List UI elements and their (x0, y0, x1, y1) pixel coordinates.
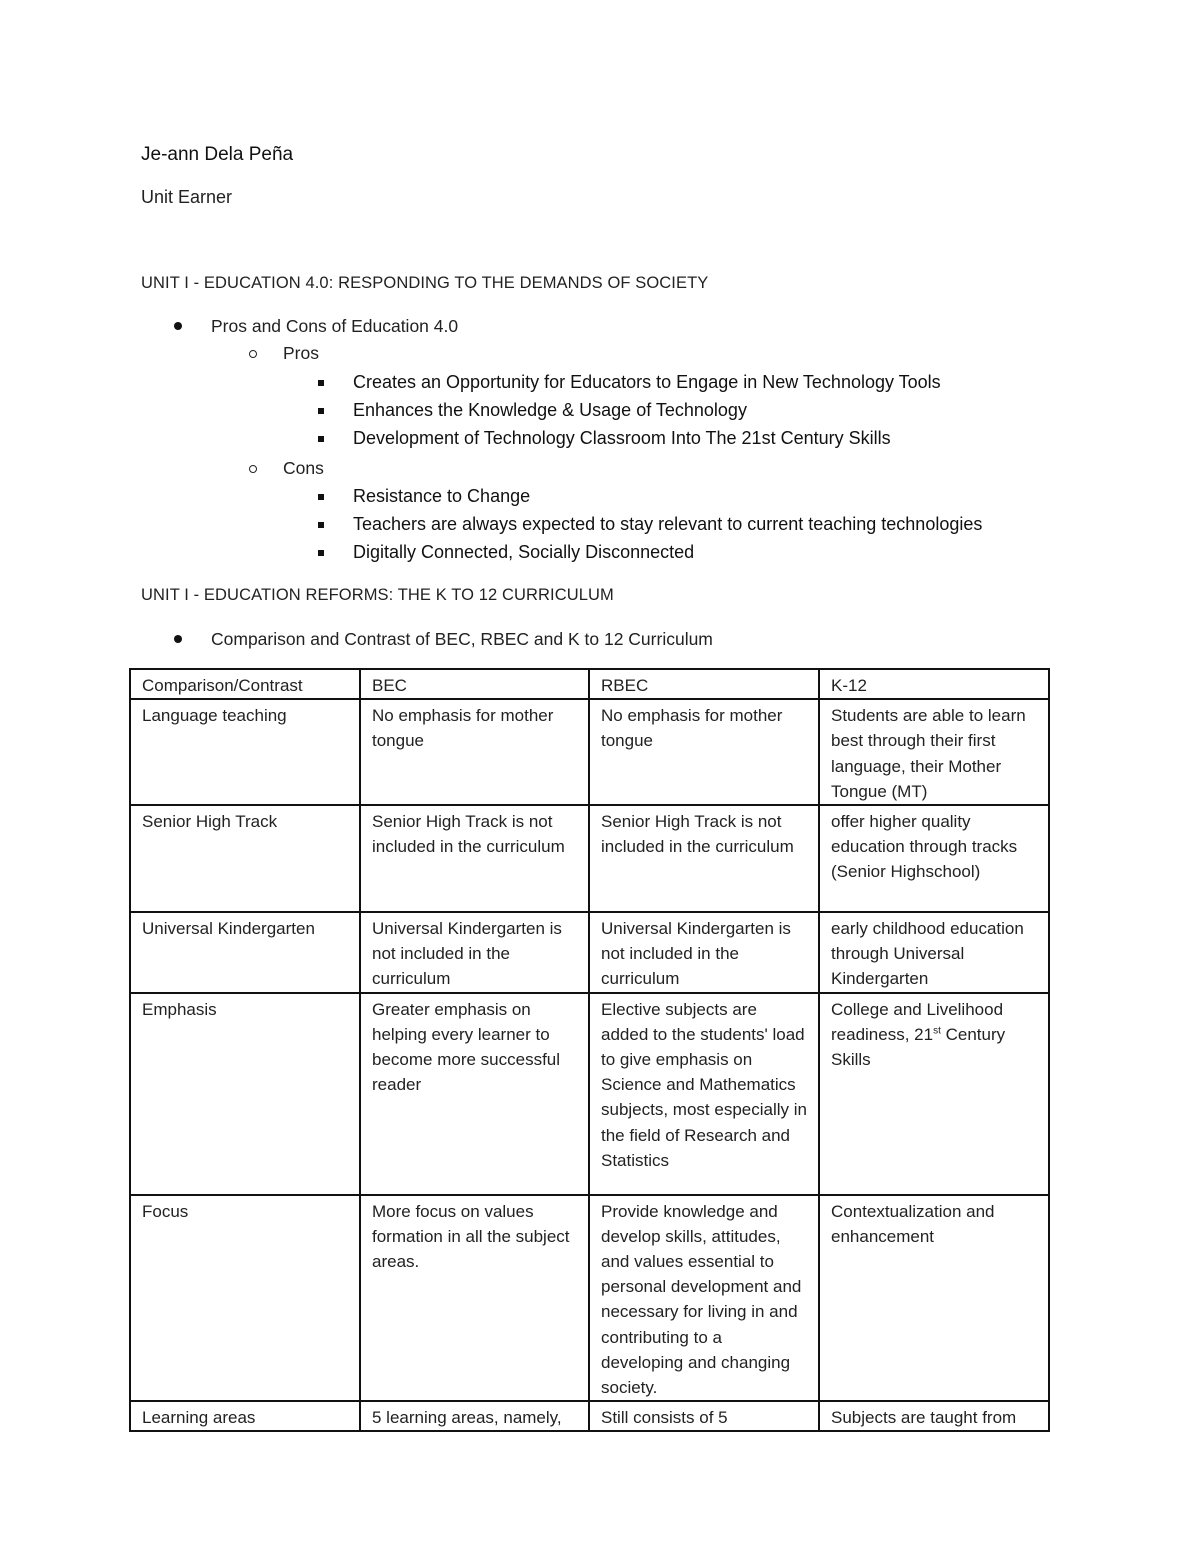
rbec-cell: Senior High Track is not included in the curriculum (589, 805, 819, 912)
bullet-circle-icon (249, 465, 257, 473)
bullet-disc-icon (174, 635, 182, 643)
k12-cell: early childhood education through Universal Kindergarten (819, 912, 1049, 993)
pros-item: Creates an Opportunity for Educators to Engage in New Technology Tools (353, 372, 941, 392)
k12-cell (819, 993, 1049, 1195)
row-label-cell: Language teaching (130, 699, 360, 805)
rbec-cell: Elective subjects are added to the students' load to give emphasis on Science and Mathematics subjects, most especially in the field of Research and Statistics (589, 993, 819, 1195)
ordinal-suffix: st (933, 1025, 941, 1037)
header-cell: Comparison/Contrast (130, 669, 360, 699)
cons-label: Cons (283, 458, 324, 478)
author-role: Unit Earner (141, 187, 233, 207)
rbec-cell: Universal Kindergarten is not included in the curriculum (589, 912, 819, 993)
header-cell: RBEC (589, 669, 819, 699)
row-label-cell: Emphasis (130, 993, 360, 1195)
cons-item: Teachers are always expected to stay relevant to current teaching technologies (353, 514, 983, 534)
topic-comparison: Comparison and Contrast of BEC, RBEC and K to 12 Curriculum (211, 629, 713, 649)
k12-emphasis-text: College and Livelihood readiness, 21 (831, 999, 1004, 1044)
rbec-cell: Provide knowledge and develop skills, attitudes, and values essential to personal development and necessary for living in and contributing to a developing and changing society. (589, 1195, 819, 1402)
bullet-square-icon (318, 408, 324, 414)
row-label-cell: Universal Kindergarten (130, 912, 360, 993)
unit-heading-education-reforms: UNIT I - EDUCATION REFORMS: THE K TO 12 CURRICULUM (141, 586, 614, 604)
bec-cell: 5 learning areas, namely, (360, 1401, 589, 1431)
table-row (130, 912, 1049, 993)
bec-cell: Greater emphasis on helping every learner to become more successful reader (360, 993, 589, 1195)
author-name: Je-ann Dela Peña (141, 144, 294, 165)
bullet-square-icon (318, 380, 324, 386)
bullet-square-icon (318, 436, 324, 442)
table-header-row (130, 669, 1049, 699)
rbec-cell: No emphasis for mother tongue (589, 699, 819, 805)
bullet-square-icon (318, 522, 324, 528)
rbec-cell: Still consists of 5 (589, 1401, 819, 1431)
bullet-square-icon (318, 550, 324, 556)
table-row (130, 1195, 1049, 1402)
table-row (130, 699, 1049, 805)
table-row (130, 993, 1049, 1195)
row-label-cell: Focus (130, 1195, 360, 1402)
bec-cell: More focus on values formation in all the subject areas. (360, 1195, 589, 1402)
k12-cell: Subjects are taught from (819, 1401, 1049, 1431)
k12-cell: Students are able to learn best through their first language, their Mother Tongue (MT) (819, 699, 1049, 805)
cons-item: Digitally Connected, Socially Disconnected (353, 542, 695, 562)
cons-item: Resistance to Change (353, 486, 531, 506)
table-row (130, 805, 1049, 912)
row-label-cell: Learning areas (130, 1401, 360, 1431)
k12-emphasis-text-end: Century Skills (831, 1024, 1006, 1070)
unit-heading-education-4: UNIT I - EDUCATION 4.0: RESPONDING TO THE DEMANDS OF SOCIETY (141, 274, 709, 292)
pros-item: Enhances the Knowledge & Usage of Technology (353, 400, 747, 420)
row-label-cell: Senior High Track (130, 805, 360, 912)
topic-pros-cons: Pros and Cons of Education 4.0 (211, 316, 459, 336)
header-cell: K-12 (819, 669, 1049, 699)
comparison-table (129, 668, 1050, 1432)
bec-cell: No emphasis for mother tongue (360, 699, 589, 805)
bullet-disc-icon (174, 322, 182, 330)
pros-item: Development of Technology Classroom Into The 21st Century Skills (353, 428, 891, 448)
bullet-square-icon (318, 494, 324, 500)
bec-cell: Senior High Track is not included in the curriculum (360, 805, 589, 912)
k12-cell: offer higher quality education through tracks (Senior Highschool) (819, 805, 1049, 912)
k12-cell: Contextualization and enhancement (819, 1195, 1049, 1402)
bec-cell: Universal Kindergarten is not included in the curriculum (360, 912, 589, 993)
table-row (130, 1401, 1049, 1431)
header-cell: BEC (360, 669, 589, 699)
bullet-circle-icon (249, 350, 257, 358)
pros-label: Pros (283, 343, 319, 363)
